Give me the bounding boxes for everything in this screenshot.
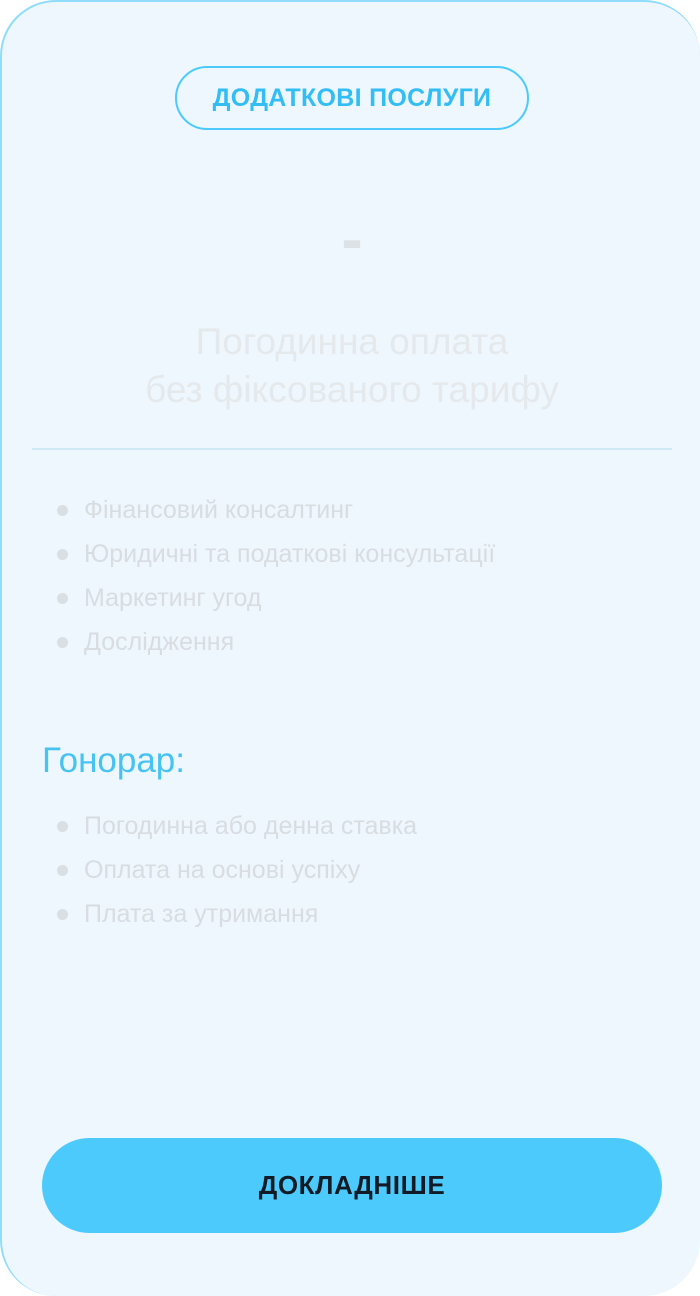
list-item <box>2 532 700 576</box>
bullet-icon <box>57 909 68 920</box>
services-list <box>2 488 700 664</box>
more-details-button-label: ДОКЛАДНІШЕ <box>258 1170 446 1200</box>
fee-heading: Гонорар: <box>42 741 185 780</box>
list-item <box>2 804 700 848</box>
list-item <box>2 620 700 664</box>
list-item-label: Плата за утримання <box>84 900 319 928</box>
bullet-icon <box>57 637 68 648</box>
list-item-label: Юридичні та податкові консультації <box>84 540 496 568</box>
bullet-icon <box>57 593 68 604</box>
plan-subtitle-line-1: Погодинна оплата <box>195 321 509 362</box>
category-badge <box>175 66 529 130</box>
price-value: - <box>341 203 363 275</box>
fee-list <box>2 804 700 936</box>
more-details-button[interactable] <box>42 1138 662 1233</box>
bullet-icon <box>57 549 68 560</box>
plan-subtitle-line-2: без фіксованого тарифу <box>145 369 559 410</box>
list-item <box>2 848 700 892</box>
list-item-label: Маркетинг угод <box>84 584 262 612</box>
list-item <box>2 576 700 620</box>
bullet-icon <box>57 821 68 832</box>
list-item <box>2 488 700 532</box>
list-item-label: Оплата на основі успіху <box>84 856 361 884</box>
bullet-icon <box>57 865 68 876</box>
divider <box>32 448 672 450</box>
list-item-label: Погодинна або денна ставка <box>84 812 418 840</box>
list-item-label: Дослідження <box>84 628 235 656</box>
list-item-label: Фінансовий консалтинг <box>84 496 354 524</box>
plan-subtitle <box>2 318 700 414</box>
bullet-icon <box>57 505 68 516</box>
list-item <box>2 892 700 936</box>
category-badge-label: ДОДАТКОВІ ПОСЛУГИ <box>212 83 492 112</box>
